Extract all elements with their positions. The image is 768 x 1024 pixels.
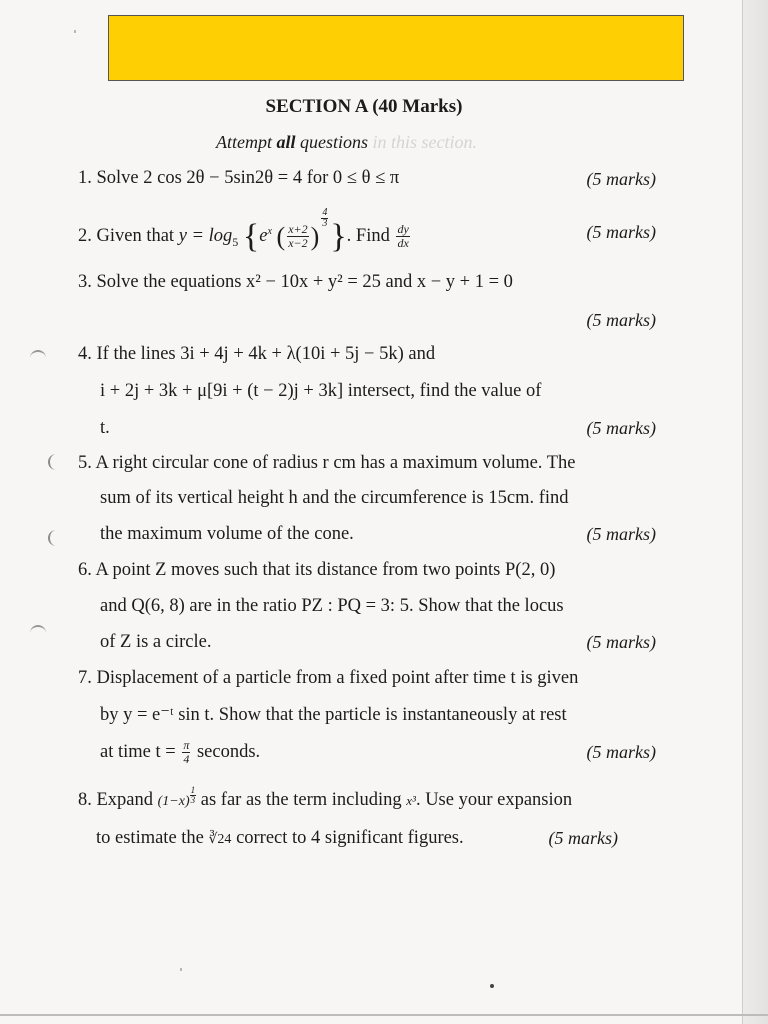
q8-expression: (1−x) [157, 794, 190, 809]
question-8-line-1 [78, 786, 572, 816]
question-6-line-3: of Z is a circle. [100, 632, 212, 652]
q2-power [321, 208, 328, 229]
q8-exp-num: 1 [190, 785, 196, 795]
q2-right-paren: ) [310, 221, 320, 251]
question-5-marks: (5 marks) [586, 524, 656, 544]
question-5-line-3: the maximum volume of the cone. [100, 524, 354, 544]
margin-mark [30, 350, 46, 360]
q2-power-den: 3 [322, 218, 328, 229]
question-4-line-2: i + 2j + 3k + μ[9i + (t − 2)j + 3k] intersect, find the value of [100, 381, 542, 401]
q8-root: ∛24 [208, 832, 232, 847]
question-1-marks: (5 marks) [586, 169, 656, 189]
question-8-marks: (5 marks) [548, 828, 618, 848]
q2-left-brace: { [242, 217, 260, 255]
question-4-line-1: 4. If the lines 3i + 4j + 4k + λ(10i + 5j − 5k) and [78, 344, 436, 364]
q2-derivative [396, 223, 409, 250]
question-4-marks: (5 marks) [586, 418, 656, 438]
q7-four: 4 [183, 752, 190, 767]
question-5-line-1: 5. A right circular cone of radius r cm has a maximum volume. The [78, 453, 576, 473]
attempt-prefix: Attempt [216, 132, 277, 152]
question-1: 1. Solve 2 cos 2θ − 5sin2θ = 4 for 0 ≤ θ ≤ π [78, 168, 400, 188]
question-4-line-3: t. [100, 418, 110, 438]
q8-line2-prefix: to estimate the [96, 828, 209, 848]
q2-dy: dy [397, 222, 409, 237]
instructions [216, 132, 477, 153]
q2-right-brace: } [330, 217, 347, 255]
attempt-faint: in this section. [372, 132, 478, 152]
page-bottom-edge [0, 1014, 768, 1016]
page-edge [742, 0, 768, 1024]
q2-left-paren: ( [276, 221, 286, 251]
q2-prefix: 2. Given that [78, 226, 179, 247]
question-7-line-1: 7. Displacement of a particle from a fixed point after time t is given [78, 668, 579, 688]
q8-line2-suffix: correct to 4 significant figures. [231, 828, 464, 848]
q8-mid: as far as the term including [196, 790, 407, 810]
question-7-line-3 [100, 734, 260, 770]
redaction-box [108, 15, 684, 81]
q8-prefix: 8. Expand [78, 790, 158, 810]
attempt-bold: all [276, 132, 296, 152]
question-7-marks: (5 marks) [586, 742, 656, 762]
question-7-line-2: by y = e⁻ᵗ sin t. Show that the particle is instantaneously at rest [100, 705, 567, 725]
q2-power-num: 4 [322, 207, 328, 218]
q7-prefix: at time t = [100, 742, 181, 762]
question-3-marks: (5 marks) [586, 310, 656, 330]
scan-dot [490, 984, 494, 988]
question-2-marks: (5 marks) [586, 222, 656, 242]
q8-suffix: . Use your expansion [415, 790, 573, 810]
q2-fraction [287, 223, 308, 250]
scan-speck [180, 968, 182, 971]
q7-suffix: seconds. [192, 742, 261, 762]
question-6-line-1: 6. A point Z moves such that its distance from two points P(2, 0) [78, 560, 556, 580]
question-8-line-2 [96, 828, 464, 849]
q7-pi: π [183, 738, 190, 753]
q2-find: . Find [346, 226, 395, 247]
margin-mark [30, 625, 46, 635]
q2-x-sup: x [267, 226, 272, 237]
q8-exp-den: 3 [190, 795, 196, 805]
scan-speck [74, 30, 76, 33]
section-title: SECTION A (40 Marks) [265, 96, 463, 117]
q2-numerator: x+2 [288, 222, 308, 237]
q2-denominator: x−2 [288, 236, 308, 251]
question-2 [78, 206, 412, 268]
q2-log-base: 5 [232, 234, 239, 249]
question-6-line-2: and Q(6, 8) are in the ratio PZ : PQ = 3: 5. Show that the locus [100, 596, 564, 616]
question-5-line-2: sum of its vertical height h and the circumference is 15cm. find [100, 488, 569, 508]
question-6-marks: (5 marks) [586, 632, 656, 652]
q2-e: e [259, 226, 268, 247]
q2-y-eq: y = log [178, 226, 233, 247]
question-3: 3. Solve the equations x² − 10x + y² = 25 and x − y + 1 = 0 [78, 272, 513, 292]
q8-x3: x³ [406, 793, 416, 808]
q7-fraction [182, 739, 190, 766]
attempt-suffix: questions [295, 132, 373, 152]
q2-dx: dx [397, 236, 409, 251]
